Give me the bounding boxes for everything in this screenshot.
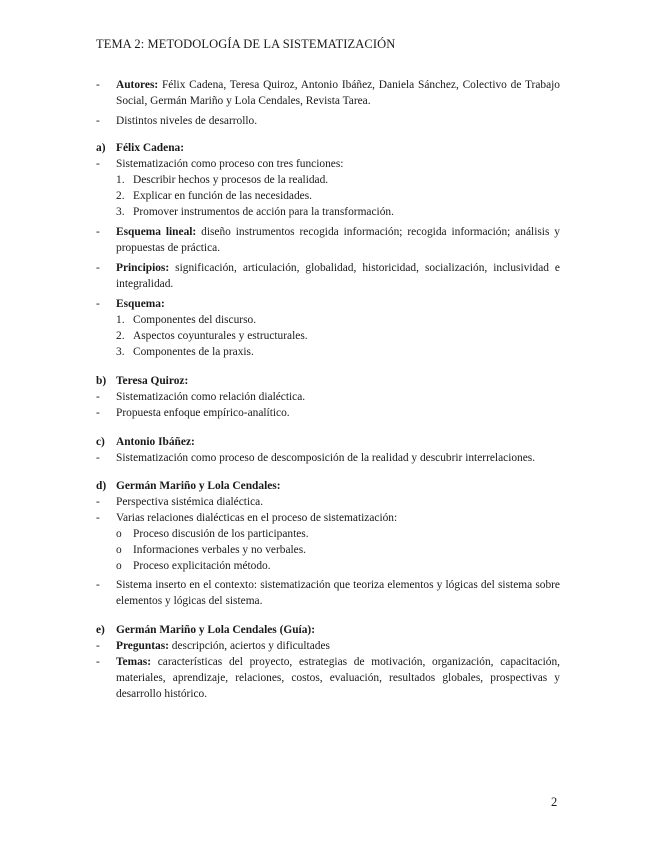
list-item — [96, 296, 560, 312]
authors-label: Autores: — [116, 79, 159, 91]
numbered-item — [96, 172, 560, 188]
levels-text: Distintos niveles de desarrollo. — [116, 115, 258, 127]
section-c-heading — [96, 434, 560, 450]
list-item-text: Sistematización como proceso con tres funciones: — [116, 158, 344, 170]
list-item-text: características del proyecto, estrategias de motivación, organización, capacitación, materiales, aprendizaje, relaciones, costos, evaluación, resultados globales, prospectivas y desarrollo histórico. — [116, 656, 560, 700]
list-item-text: Varias relaciones dialécticas en el proceso de sistematización: — [116, 512, 398, 524]
dash-bullet: - — [96, 262, 100, 274]
page-title: TEMA 2: METODOLOGÍA DE LA SISTEMATIZACIÓN — [96, 37, 396, 51]
list-item — [96, 510, 560, 526]
circle-bullet: o — [116, 544, 122, 556]
bullet-item-text: Informaciones verbales y no verbales. — [133, 544, 307, 556]
list-item-text: Sistematización como proceso de descomposición de la realidad y descubrir interrelaciones. — [116, 452, 536, 464]
section-heading-text: Germán Mariño y Lola Cendales (Guía): — [116, 624, 316, 636]
list-item — [96, 638, 560, 654]
section-b-heading — [96, 373, 560, 389]
item-number: 3. — [116, 206, 125, 218]
section-letter: d) — [96, 480, 107, 492]
dash-bullet: - — [96, 407, 100, 419]
section-heading-text: Germán Mariño y Lola Cendales: — [116, 480, 281, 492]
dash-bullet: - — [96, 391, 100, 403]
dash-bullet: - — [96, 656, 100, 668]
item-number: 1. — [116, 314, 125, 326]
dash-bullet: - — [96, 298, 100, 310]
bullet-item-text: Proceso discusión de los participantes. — [133, 528, 309, 540]
list-item-text: descripción, aciertos y dificultades — [168, 640, 330, 652]
dash-bullet: - — [96, 226, 100, 238]
dash-bullet: - — [96, 640, 100, 652]
item-label: Preguntas: — [116, 640, 169, 652]
section-letter: e) — [96, 624, 105, 636]
dash-bullet: - — [96, 115, 100, 127]
numbered-item — [96, 328, 560, 344]
numbered-item-text: Componentes de la praxis. — [133, 346, 254, 358]
item-label: Temas: — [116, 656, 152, 668]
list-item — [96, 405, 560, 421]
section-e-heading — [96, 622, 560, 638]
dash-bullet: - — [96, 496, 100, 508]
bullet-item-text: Proceso explicitación método. — [133, 560, 271, 572]
list-item — [96, 577, 560, 609]
list-item — [96, 450, 560, 466]
list-item — [96, 156, 560, 172]
numbered-item-text: Describir hechos y procesos de la realidad. — [133, 174, 329, 186]
item-number: 2. — [116, 190, 125, 202]
levels-item — [96, 113, 560, 129]
document-body — [96, 77, 560, 702]
circle-bullet: o — [116, 528, 122, 540]
dash-bullet: - — [96, 579, 100, 591]
section-letter: c) — [96, 436, 105, 448]
section-d-heading — [96, 478, 560, 494]
list-item — [96, 260, 560, 292]
circle-bullet-item — [96, 526, 560, 542]
section-heading-text: Antonio Ibáñez: — [116, 436, 195, 448]
circle-bullet-item — [96, 542, 560, 558]
item-number: 2. — [116, 330, 125, 342]
section-letter: b) — [96, 375, 107, 387]
authors-text: Félix Cadena, Teresa Quiroz, Antonio Ibáñez, Daniela Sánchez, Colectivo de Trabajo Social, Germán Mariño y Lola Cendales, Revista Tarea. — [116, 79, 560, 107]
section-heading-text: Félix Cadena: — [116, 142, 185, 154]
list-item-text: significación, articulación, globalidad, historicidad, socialización, inclusividad e integralidad. — [116, 262, 560, 290]
list-item — [96, 389, 560, 405]
numbered-item — [96, 344, 560, 360]
numbered-item-text: Componentes del discurso. — [133, 314, 257, 326]
section-heading-text: Teresa Quiroz: — [116, 375, 189, 387]
circle-bullet-item — [96, 558, 560, 574]
item-label: Esquema lineal: — [116, 226, 197, 238]
dash-bullet: - — [96, 158, 100, 170]
list-item-text: Perspectiva sistémica dialéctica. — [116, 496, 264, 508]
numbered-item-text: Promover instrumentos de acción para la transformación. — [133, 206, 394, 218]
list-item-text: Sistema inserto en el contexto: sistematización que teoriza elementos y lógicas del sistema sobre elementos y lógicas del sistema. — [116, 579, 560, 607]
item-number: 3. — [116, 346, 125, 358]
list-item — [96, 494, 560, 510]
section-a-heading — [96, 140, 560, 156]
page-number: 2 — [551, 795, 558, 809]
circle-bullet: o — [116, 560, 122, 572]
numbered-item — [96, 204, 560, 220]
numbered-item-text: Explicar en función de las necesidades. — [133, 190, 313, 202]
numbered-item-text: Aspectos coyunturales y estructurales. — [133, 330, 308, 342]
dash-bullet: - — [96, 452, 100, 464]
list-item-text: diseño instrumentos recogida información; recogida información; análisis y propuestas de práctica. — [116, 226, 560, 254]
dash-bullet: - — [96, 79, 100, 91]
section-letter: a) — [96, 142, 106, 154]
list-item — [96, 654, 560, 702]
list-item — [96, 224, 560, 256]
list-item-text: Propuesta enfoque empírico-analítico. — [116, 407, 290, 419]
item-number: 1. — [116, 174, 125, 186]
item-label: Principios: — [116, 262, 170, 274]
numbered-item — [96, 312, 560, 328]
dash-bullet: - — [96, 512, 100, 524]
authors-item — [96, 77, 560, 109]
item-label: Esquema: — [116, 298, 165, 310]
list-item-text: Sistematización como relación dialéctica. — [116, 391, 306, 403]
numbered-item — [96, 188, 560, 204]
